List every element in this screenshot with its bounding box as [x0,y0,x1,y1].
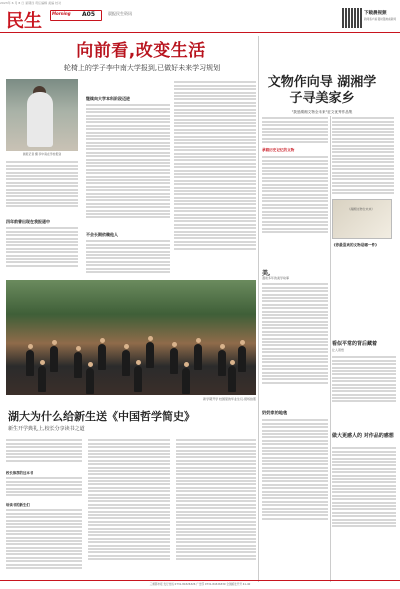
right-heading-4: 奶奶家的地毯 [262,410,288,415]
graduation-photo-caption: 新学期开学 校园里的毕业生们,现场拍照 [203,397,256,401]
right-column-divider [330,116,331,582]
right-body-2 [262,155,328,234]
left-column-body [6,160,78,209]
right-subheading-2: 《你最喜欢的文物是哪一件》 [332,243,379,247]
right-heading-3-sub: 让人领悟 [332,348,345,352]
left-subheading: 四年前曾出现在我报道中 [6,219,50,224]
second-subheading-1: 校长推荐的这本书 [6,471,34,475]
lead-headline: 向前看,改变生活 [76,41,206,61]
second-subhead: 新生开学典礼上,校长分享读书之道 [8,426,85,432]
page-footer: 三湘都市报 发行热线 0731-84326326 广告部 0731-84326339 全国邮发代号 41-40 [0,580,400,589]
photo-person [27,92,53,147]
section-title: 民生 [6,11,42,32]
page-number: A05 [82,10,95,18]
brand-logo: Morning [52,11,71,16]
right-heading-beauty: 美, [262,270,271,277]
qr-code-icon[interactable] [342,8,362,28]
right-of-lead-body [174,80,256,251]
second-story-col-2 [88,438,170,561]
right-body-4 [262,282,328,385]
left-column-body-2 [6,226,78,268]
right-heading-3: 看似平常的背后藏着 [332,341,378,347]
right-subheading-1: 承载历史记忆的文物 [262,148,295,152]
mid-heading-2: 不会长期依赖他人 [86,232,118,237]
right-body-5 [332,355,396,404]
right-body-3 [332,116,394,195]
right-body-6 [262,418,328,521]
book-cover-image [332,199,392,239]
mid-heading-1: 继续向大学本科阶段迈进 [86,96,130,101]
edition-label: 晨报民生资讯 [108,11,132,16]
header-divider [0,32,400,33]
right-body-1 [262,116,328,145]
column-divider [258,36,259,582]
middle-column-body-2 [86,239,170,274]
right-heading-5: 做大更感人的 对作品的感想 [332,433,394,439]
lead-photo-caption: 晨报记者 摄 李中南在学校报到 [22,152,62,156]
second-subheading-2: 给读书的新生们 [6,503,30,507]
right-headline: 文物作向导 湖湘学子寻美家乡 [267,75,377,106]
date-strip: 2023年 6 月 8 日 星期四 责任编辑 美编 校对 [0,1,62,5]
second-story-col-1b [6,476,82,498]
middle-column-body [86,103,170,220]
second-story-col-1c [6,508,82,570]
second-story-col-1 [6,438,82,463]
right-body-7 [332,446,396,529]
right-heading-beauty-sub: 漫谈多年的美学故事 [262,276,290,280]
qr-caption: 下载晨视频 [364,11,387,16]
qr-subcaption: 新闻客户端 随时随地看新闻 [364,18,396,21]
right-subline: "我爱湖湘文物全未来"征文优秀作品集 [291,110,353,114]
second-story-col-3 [176,438,256,561]
graduation-photo [6,280,256,395]
book-cover-title: 《湖湘文物全未来》 [347,207,375,211]
second-headline: 湖大为什么给新生送《中国哲学简史》 [8,410,195,423]
lead-subhead: 轮椅上的学子李中南大学报到,已做好未来学习规划 [63,64,221,72]
